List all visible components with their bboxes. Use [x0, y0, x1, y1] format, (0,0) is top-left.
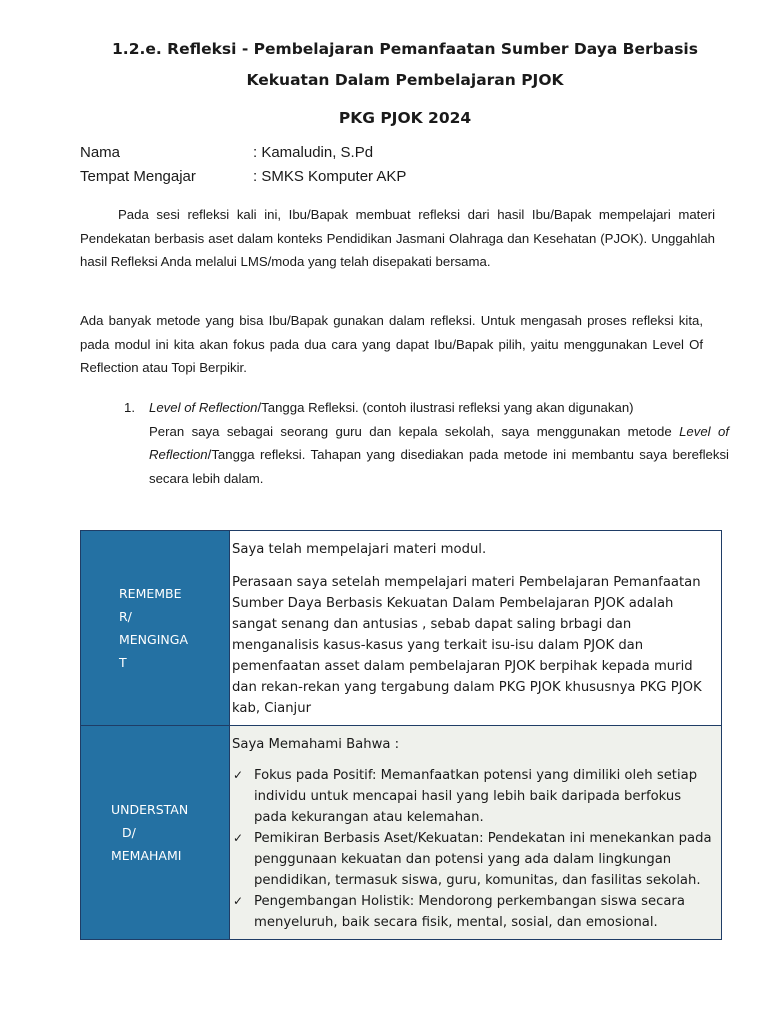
tempat-mengajar-label: Tempat Mengajar	[80, 168, 196, 185]
remember-label-cell	[81, 531, 230, 726]
table-row-understand	[81, 726, 722, 940]
remember-label-line: R/	[119, 609, 132, 624]
list-item-heading	[149, 396, 729, 420]
checklist-item	[232, 891, 713, 933]
reflection-table	[80, 530, 722, 940]
understand-content-cell	[230, 726, 722, 940]
checklist-item-text: Fokus pada Positif: Memanfaatkan potensi yang dimiliki oleh setiap individu untuk mencapai hasil yang lebih baik daripada berfokus pada kekurangan atau kelemahan.	[254, 768, 698, 825]
info-row-tempat-mengajar	[80, 168, 406, 185]
level-of-reflection-term-2: Level of Reflection	[149, 423, 729, 462]
understand-label-cell	[81, 726, 230, 940]
understand-checklist	[232, 765, 713, 933]
document-title-line-2: Kekuatan Dalam Pembelajaran PJOK	[246, 71, 564, 89]
tempat-mengajar-value: : SMKS Komputer AKP	[253, 168, 407, 185]
understand-label-line: UNDERSTAN	[111, 802, 189, 817]
understand-label-line: MEMAHAMI	[111, 848, 182, 863]
checkmark-icon: ✓	[233, 831, 244, 845]
remember-content-cell	[230, 531, 722, 726]
checklist-item	[232, 765, 713, 828]
checklist-item-text: Pemikiran Berbasis Aset/Kekuatan: Pendekatan ini menekankan pada penggunaan kekuatan dan potensi yang ada dalam lingkungan pendidikan, termasuk siswa, guru, komunitas, dan fasilitas sekolah.	[254, 831, 712, 888]
info-row-nama	[80, 144, 373, 161]
list-description-end: /Tangga refleksi. Tahapan yang disediakan pada metode ini membantu saya berefleksi secara lebih dalam.	[149, 447, 729, 486]
list-item-body	[149, 396, 729, 490]
remember-label-line: MENGINGA	[119, 632, 188, 647]
checklist-item	[232, 828, 713, 891]
list-number: 1.	[124, 400, 135, 415]
list-description-start: Peran saya sebagai seorang guru dan kepala sekolah, saya menggunakan metode	[149, 423, 680, 439]
remember-statement: Saya telah mempelajari materi modul.	[232, 542, 487, 557]
remember-feeling: Perasaan saya setelah mempelajari materi Pembelajaran Pemanfaatan Sumber Daya Berbasis Kekuatan Dalam Pembelajaran PJOK adalah sangat senang dan antusias , sebab dapat saling brbagi dan menganalisis kasus-kasus yang terkait isu-isu dalam PJOK dan pemenfaatan asset dalam pembelajaran PJOK berpihak kepada murid dan rekan-rekan yang tergabung dalam PKG PJOK khususnya PKG PJOK kab, Cianjur	[232, 575, 702, 716]
remember-label-line: REMEMBE	[119, 586, 182, 601]
table-row-remember	[81, 531, 722, 726]
checkmark-icon: ✓	[233, 894, 244, 908]
understand-label-line: D/	[122, 825, 136, 840]
method-paragraph: Ada banyak metode yang bisa Ibu/Bapak gunakan dalam refleksi. Untuk mengasah proses refleksi kita, pada modul ini kita akan fokus pada dua cara yang dapat Ibu/Bapak pilih, yaitu menggunakan Level Of Reflection atau Topi Berpikir.	[80, 313, 703, 375]
document-subtitle: PKG PJOK 2024	[338, 109, 472, 127]
checkmark-icon: ✓	[233, 768, 244, 782]
checklist-item-text: Pengembangan Holistik: Mendorong perkembangan siswa secara menyeluruh, baik secara fisik, mental, sosial, dan emosional.	[254, 894, 685, 930]
document-title-line-1: 1.2.e. Refleksi - Pembelajaran Pemanfaatan Sumber Daya Berbasis	[112, 40, 698, 58]
intro-paragraph: Pada sesi refleksi kali ini, Ibu/Bapak membuat refleksi dari hasil Ibu/Bapak mempelajari materi Pendekatan berbasis aset dalam konteks Pendidikan Jasmani Olahraga dan Kesehatan (PJOK). Unggahlah hasil Refleksi Anda melalui LMS/moda yang telah disepakati bersama.	[80, 207, 715, 269]
level-of-reflection-term: Level of Reflection	[149, 400, 258, 415]
understand-intro: Saya Memahami Bahwa :	[232, 737, 400, 752]
nama-value: : Kamaludin, S.Pd	[253, 144, 374, 161]
list-item-heading-rest: /Tangga Refleksi. (contoh ilustrasi refleksi yang akan digunakan)	[257, 400, 634, 415]
nama-label: Nama	[80, 144, 121, 161]
remember-label-line: T	[119, 655, 127, 670]
list-item-description	[149, 420, 729, 491]
